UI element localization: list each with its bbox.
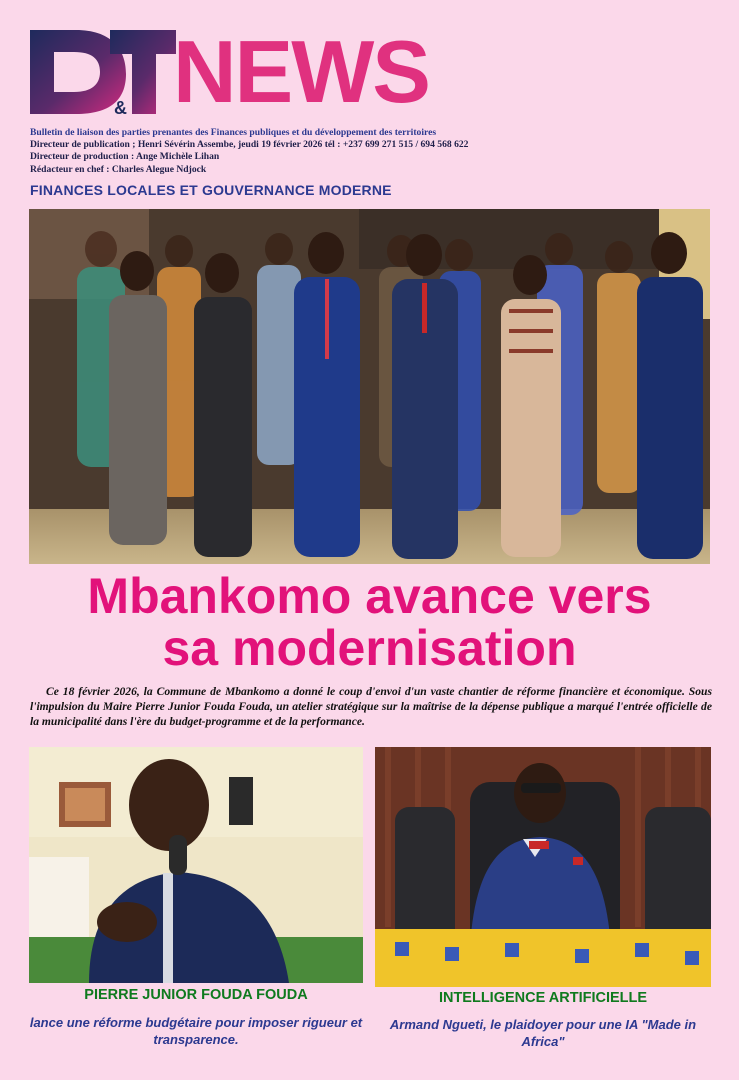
- main-headline: [10, 570, 729, 674]
- dt-logo-mark: [28, 26, 178, 118]
- group-photo: [29, 209, 710, 564]
- logo-wordmark: NEWS: [173, 22, 429, 121]
- publication-info: [30, 127, 720, 176]
- story-title-right: INTELLIGENCE ARTIFICIELLE: [438, 990, 648, 1006]
- photo-pierre-junior-fouda-fouda: [29, 747, 363, 983]
- story-summary-right: Armand Ngueti, le plaidoyer pour une IA "Made in Africa": [389, 1017, 697, 1049]
- story-summary-left: lance une réforme budgétaire pour imposer rigueur et transparence.: [29, 1015, 363, 1047]
- masthead: [28, 22, 728, 122]
- photo-armand-ngueti: [375, 747, 711, 987]
- director-of-publication: Directeur de publication ; Henri Sévérin Assembe, jeudi 19 février 2026 tél : +237 699 271 515 / 694 568 622: [30, 139, 469, 151]
- right-photo-illustration: [375, 747, 711, 987]
- headline-line-1: Mbankomo avance vers: [87, 568, 652, 624]
- group-photo-illustration: [29, 209, 710, 564]
- logo-ampersand: &: [114, 98, 127, 118]
- story-title-left: PIERRE JUNIOR FOUDA FOUDA: [84, 987, 308, 1003]
- headline-line-2: sa modernisation: [162, 620, 577, 676]
- editor-in-chief: Rédacteur en chef : Charles Alegue Ndjock: [30, 163, 207, 175]
- tagline: Bulletin de liaison des parties prenantes des Finances publiques et du développement des territoires: [30, 127, 437, 138]
- lead-paragraph: Ce 18 février 2026, la Commune de Mbankomo a donné le coup d'envoi d'un vaste chantier de réforme financière et économique. Sous l'impulsion du Maire Pierre Junior Fouda Fouda, un atelier stratégique sur la maîtrise de la dépense publique a marqué l'entrée officielle de la municipalité dans l'ère du budget-programme et de la performance.: [30, 685, 712, 728]
- director-of-production: Directeur de production : Ange Michèle Lihan: [30, 151, 220, 163]
- left-photo-illustration: [29, 747, 363, 983]
- section-kicker: FINANCES LOCALES ET GOUVERNANCE MODERNE: [30, 182, 392, 198]
